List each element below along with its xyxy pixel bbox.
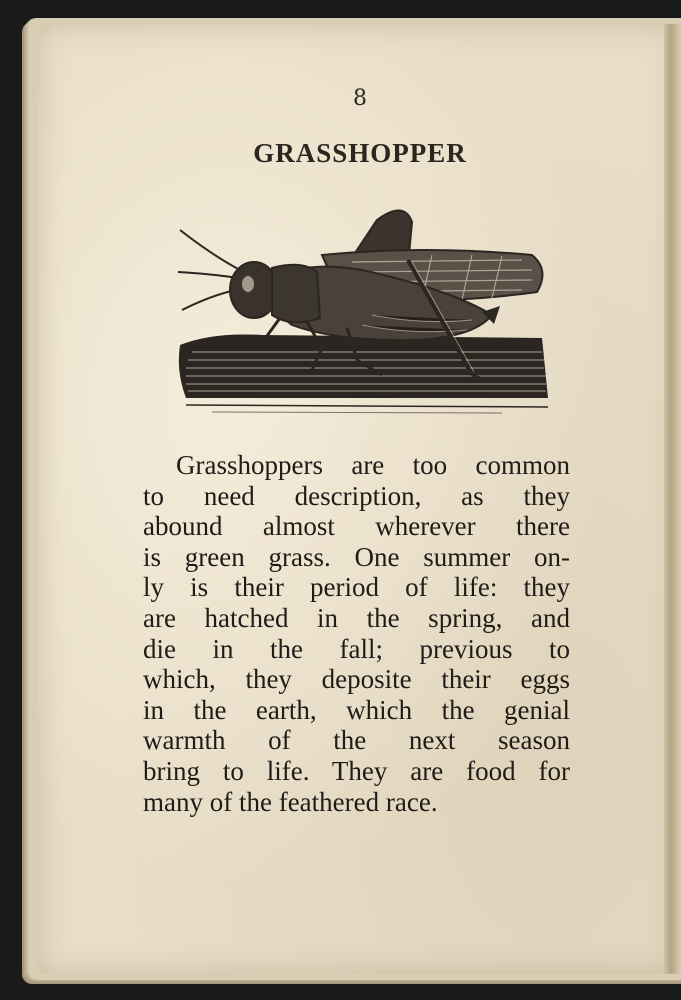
text-line: in the earth, which the genial: [143, 694, 570, 725]
text-line: to need description, as they: [143, 480, 570, 511]
text-line: die in the fall; previous to: [143, 633, 570, 664]
text-line: bring to life. They are food for: [143, 755, 570, 786]
text-line: warmth of the next season: [143, 725, 570, 756]
text-line: abound almost wherever there: [143, 511, 570, 542]
text-line: many of the feathered race.: [143, 786, 438, 817]
page-title: GRASSHOPPER: [253, 138, 467, 168]
grasshopper-woodcut-icon: [172, 200, 554, 420]
ground-block: [179, 334, 548, 413]
body-paragraph: [143, 450, 570, 817]
page-number: 8: [353, 86, 367, 111]
text-line: Grasshoppers are too common: [176, 450, 570, 480]
text-line: which, they deposite their eggs: [143, 664, 570, 695]
text-line: are hatched in the spring, and: [143, 602, 570, 633]
text-line: is green grass. One summer on-: [143, 541, 570, 572]
text-line: ly is their period of life: they: [143, 572, 570, 603]
